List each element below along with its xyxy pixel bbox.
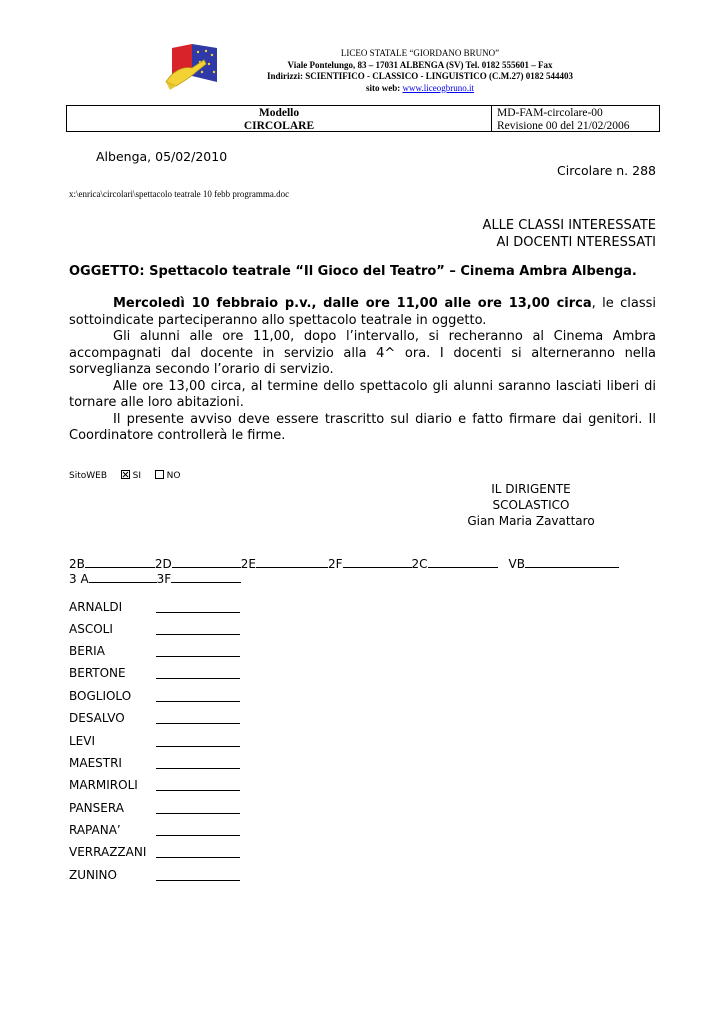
class-label: 2D bbox=[154, 557, 172, 571]
teacher-name: ZUNINO bbox=[69, 868, 117, 882]
teacher-row bbox=[69, 622, 113, 636]
paragraph-4: Il presente avviso deve essere trascritto sul diario e fatto firmare dai genitori. Il Coordinatore controllerà le firme. bbox=[69, 411, 656, 443]
paragraph-1 bbox=[69, 296, 656, 329]
class-label: 2B bbox=[69, 557, 85, 571]
recipients bbox=[483, 217, 656, 251]
teacher-name: LEVI bbox=[69, 734, 96, 748]
school-website-line bbox=[230, 83, 610, 95]
body-text bbox=[69, 296, 656, 445]
teacher-row bbox=[69, 756, 122, 770]
recipient-classes: ALLE CLASSI INTERESSATE bbox=[482, 218, 656, 233]
paragraph-2: Gli alunni alle ore 11,00, dopo l’intervallo, si recheranno al Cinema Ambra accompagnati dal docente in servizio alla 4^ ora. I docenti si alterneranno nella sorveglianza secondo l’orario di servizio. bbox=[69, 329, 656, 377]
checkbox-empty-icon bbox=[155, 470, 164, 479]
teacher-row bbox=[69, 778, 138, 792]
file-path: x:\enrica\circolari\spettacolo teatrale 10 febb programma.doc bbox=[69, 189, 290, 199]
website-label: sito web: bbox=[366, 82, 401, 93]
teacher-name: VERRAZZANI bbox=[69, 845, 147, 859]
sitoweb-row bbox=[69, 470, 180, 482]
model-box-right bbox=[497, 107, 630, 132]
teacher-name: BERIA bbox=[69, 644, 105, 658]
signature-name: Gian Maria Zavattaro bbox=[467, 514, 595, 528]
school-logo bbox=[162, 42, 222, 92]
website-link[interactable]: www.liceogbruno.it bbox=[402, 82, 474, 93]
school-header bbox=[230, 48, 610, 94]
teacher-name: ASCOLI bbox=[69, 622, 113, 636]
school-tracks: Indirizzi: SCIENTIFICO - CLASSICO - LINGUISTICO (C.M.27) 0182 544403 bbox=[266, 71, 574, 81]
teacher-name: RAPANA’ bbox=[69, 823, 121, 837]
teacher-row bbox=[69, 868, 117, 882]
teacher-name: DESALVO bbox=[69, 711, 125, 725]
classes-row-1 bbox=[69, 556, 619, 571]
place-date: Albenga, 05/02/2010 bbox=[96, 149, 228, 164]
class-label: 3 A bbox=[69, 572, 89, 586]
school-address: Viale Pontelungo, 83 – 17031 ALBENGA (SV) Tel. 0182 555601 – Fax bbox=[287, 59, 553, 70]
signature-title: IL DIRIGENTE SCOLASTICO bbox=[491, 482, 571, 512]
teacher-row bbox=[69, 600, 122, 614]
class-label: 3F bbox=[156, 572, 172, 586]
teacher-name: ARNALDI bbox=[69, 600, 123, 614]
teacher-row bbox=[69, 644, 105, 658]
model-box bbox=[66, 105, 660, 132]
model-code: MD-FAM-circolare-00 bbox=[497, 107, 603, 119]
circular-number: Circolare n. 288 bbox=[557, 163, 656, 178]
model-box-left bbox=[67, 106, 492, 131]
checkbox-checked-icon bbox=[121, 470, 130, 479]
sitoweb-label: SitoWEB bbox=[69, 471, 108, 481]
class-label: VB bbox=[508, 557, 525, 571]
teacher-name: BOGLIOLO bbox=[69, 689, 132, 703]
paragraph-3: Alle ore 13,00 circa, al termine dello spettacolo gli alunni saranno lasciati liberi di tornare alle loro abitazioni. bbox=[69, 378, 656, 410]
teacher-name: BERTONE bbox=[69, 666, 126, 680]
teacher-name: PANSERA bbox=[69, 801, 124, 815]
teacher-row bbox=[69, 801, 124, 815]
classes-row-2 bbox=[69, 571, 241, 586]
school-name: LICEO STATALE “GIORDANO BRUNO” bbox=[340, 48, 500, 58]
class-label: 2C bbox=[411, 557, 428, 571]
teacher-name: MARMIROLI bbox=[69, 778, 138, 792]
teacher-row bbox=[69, 666, 126, 680]
recipient-teachers: AI DOCENTI NTERESSATI bbox=[496, 235, 656, 250]
model-type: CIRCOLARE bbox=[243, 119, 315, 132]
sitoweb-yes: SI bbox=[132, 471, 142, 481]
sitoweb-no: NO bbox=[166, 471, 181, 481]
model-revision: Revisione 00 del 21/02/2006 bbox=[497, 119, 630, 132]
teacher-row bbox=[69, 711, 125, 725]
paragraph-1-rest: , le classi sottoindicate parteciperanno allo spettacolo teatrale in oggetto. bbox=[69, 296, 656, 328]
teacher-row bbox=[69, 734, 95, 748]
teacher-name: MAESTRI bbox=[69, 756, 122, 770]
subject: OGGETTO: Spettacolo teatrale “Il Gioco del Teatro” – Cinema Ambra Albenga. bbox=[69, 264, 637, 279]
model-label: Modello bbox=[258, 107, 300, 119]
signature-block bbox=[456, 481, 606, 529]
teacher-row bbox=[69, 823, 121, 837]
class-label: 2E bbox=[240, 557, 256, 571]
teacher-row bbox=[69, 845, 146, 859]
paragraph-1-bold: Mercoledì 10 febbraio p.v., dalle ore 11,00 alle ore 13,00 circa bbox=[113, 296, 592, 311]
teacher-row bbox=[69, 689, 131, 703]
class-label: 2F bbox=[327, 557, 343, 571]
